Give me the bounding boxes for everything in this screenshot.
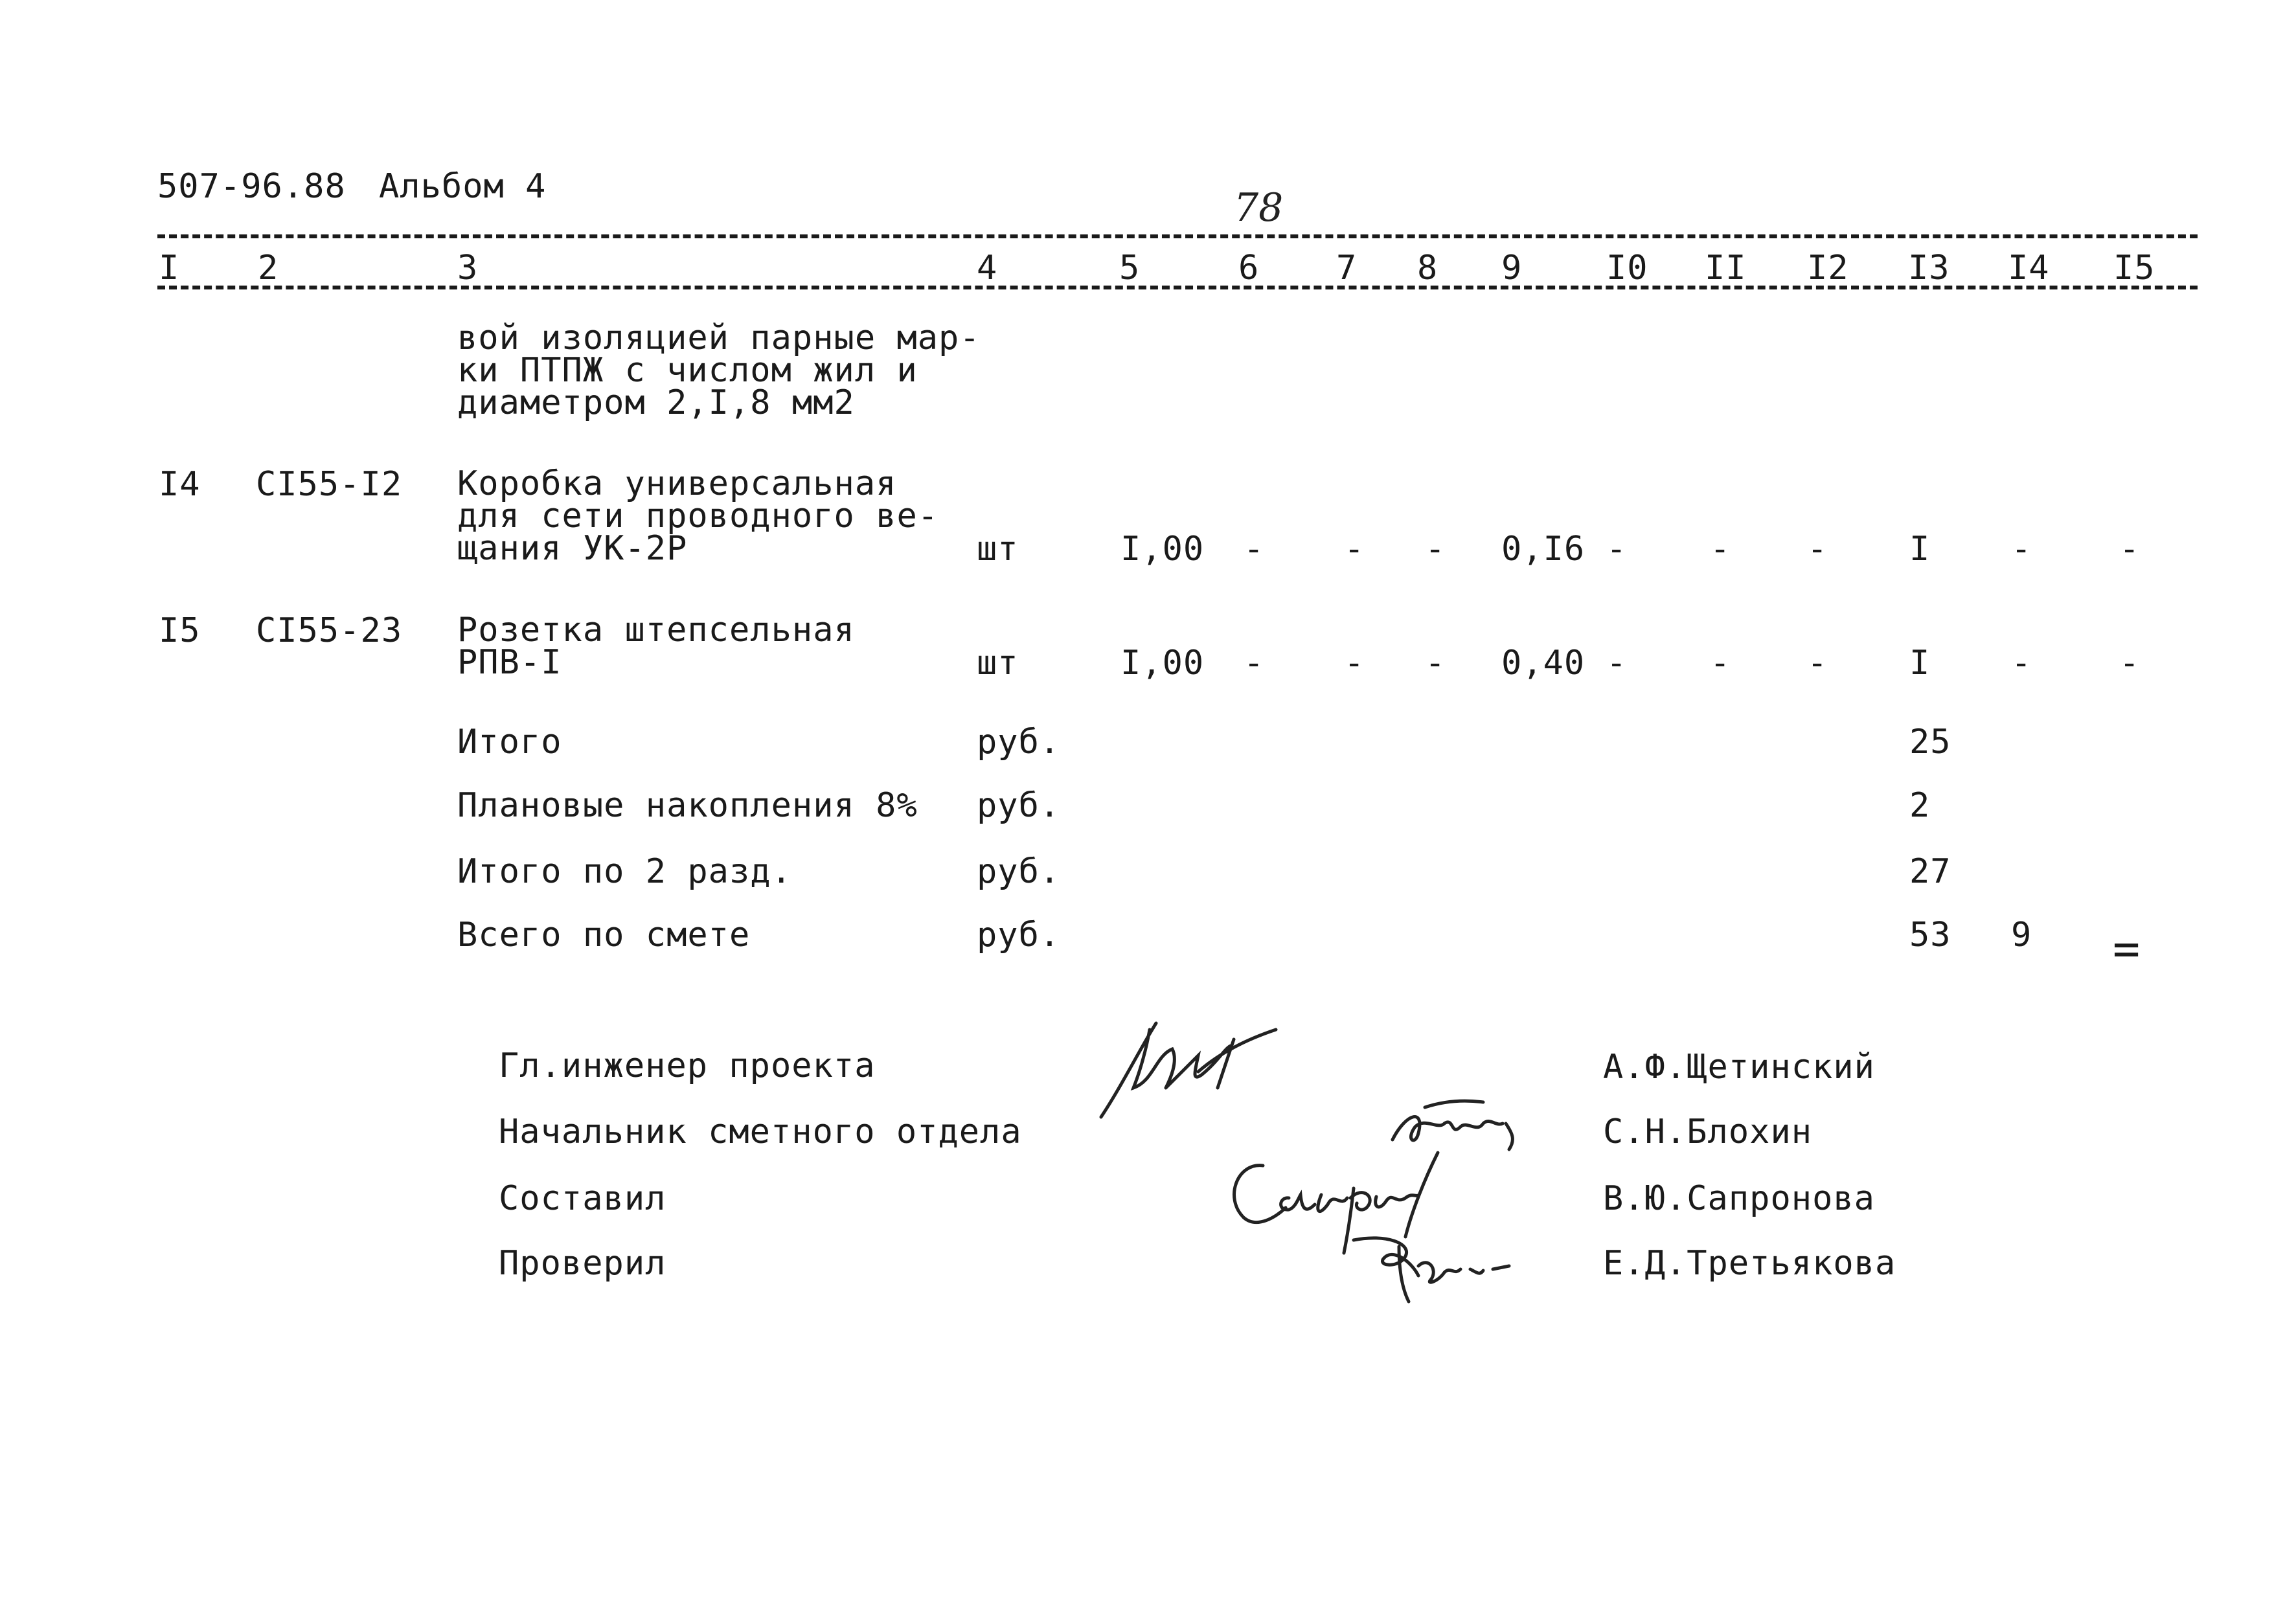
signature-role: Гл.инженер проекта [499, 1046, 876, 1085]
totals-col13: 2 [1909, 786, 1931, 825]
column-number: 6 [1238, 249, 1260, 288]
signature-name: Е.Д.Третьякова [1603, 1244, 1896, 1283]
description-line: Розетка штепсельная [457, 611, 855, 650]
col9-cell: 0,40 [1501, 644, 1586, 683]
col12-cell: - [1807, 530, 1828, 569]
column-number: 9 [1501, 249, 1523, 288]
col13-cell: I [1909, 530, 1931, 569]
totals-col13: 25 [1909, 723, 1951, 762]
column-number: I3 [1908, 249, 1950, 288]
totals-unit: руб. [977, 723, 1061, 762]
handwritten-signature [1347, 1230, 1516, 1308]
col11-cell: - [1710, 644, 1731, 683]
signature-role: Проверил [499, 1244, 666, 1283]
signature-name: В.Ю.Сапронова [1603, 1179, 1875, 1218]
description-line: для сети проводного ве- [457, 497, 939, 536]
col8-cell: - [1425, 530, 1446, 569]
column-number: 3 [457, 249, 479, 288]
col7-cell: - [1344, 530, 1365, 569]
col14-cell: - [2011, 644, 2032, 683]
col15-cell: - [2119, 644, 2141, 683]
col10-cell: - [1606, 644, 1628, 683]
column-number: I4 [2008, 249, 2050, 288]
column-number: 2 [258, 249, 279, 288]
col14-cell: - [2011, 530, 2032, 569]
album-label: Альбом 4 [379, 167, 547, 206]
description-line: РПВ-I [457, 643, 562, 682]
totals-col13: 27 [1909, 852, 1951, 891]
totals-label: Итого по 2 разд. [457, 852, 792, 891]
col10-cell: - [1606, 530, 1628, 569]
signature-role: Составил [499, 1179, 666, 1218]
document-code: 507-96.88 [157, 167, 346, 206]
totals-label: Плановые накопления 8% [457, 786, 918, 825]
column-number: II [1705, 249, 1747, 288]
col12-cell: - [1807, 644, 1828, 683]
column-number: 8 [1417, 249, 1438, 288]
col5-cell: I,00 [1120, 530, 1205, 569]
column-number: I5 [2113, 249, 2155, 288]
column-number: I2 [1807, 249, 1849, 288]
totals-col14: 9 [2011, 916, 2032, 954]
column-number: 5 [1119, 249, 1141, 288]
column-number: 7 [1336, 249, 1358, 288]
column-number: 4 [977, 249, 998, 288]
totals-label: Всего по смете [457, 916, 751, 954]
handwritten-signature [1095, 1010, 1302, 1127]
unit-cell: шт [977, 644, 1019, 683]
totals-label: Итого [457, 723, 562, 762]
unit-cell: шт [977, 530, 1019, 569]
column-number: I [159, 249, 180, 288]
col9-cell: 0,I6 [1501, 530, 1586, 569]
totals-unit: руб. [977, 916, 1061, 954]
description-line: щания УК-2Р [457, 529, 688, 568]
description-line: Коробка универсальная [457, 464, 897, 503]
row-code: CI55-23 [256, 611, 403, 650]
description-line: ки ПТПЖ с числом жил и [457, 351, 918, 390]
col13-cell: I [1909, 644, 1931, 683]
col5-cell: I,00 [1120, 644, 1205, 683]
signature-name: С.Н.Блохин [1603, 1113, 1813, 1151]
signature-name: А.Ф.Щетинский [1603, 1048, 1875, 1087]
column-number: I0 [1606, 249, 1648, 288]
totals-col13: 53 [1909, 916, 1951, 954]
col11-cell: - [1710, 530, 1731, 569]
totals-col15: = [2113, 922, 2141, 975]
col7-cell: - [1344, 644, 1365, 683]
description-line: диаметром 2,I,8 мм2 [457, 383, 855, 422]
totals-unit: руб. [977, 852, 1061, 891]
row-number: I5 [159, 611, 201, 650]
totals-unit: руб. [977, 786, 1061, 825]
col6-cell: - [1244, 530, 1265, 569]
signature-role: Начальник сметного отдела [499, 1113, 1022, 1151]
header-rule-top [157, 234, 2198, 238]
description-line: вой изоляцией парные мар- [457, 319, 981, 357]
row-number: I4 [159, 465, 201, 504]
col15-cell: - [2119, 530, 2141, 569]
col6-cell: - [1244, 644, 1265, 683]
row-code: CI55-I2 [256, 465, 403, 504]
page-number: 78 [1234, 185, 1284, 231]
col8-cell: - [1425, 644, 1446, 683]
